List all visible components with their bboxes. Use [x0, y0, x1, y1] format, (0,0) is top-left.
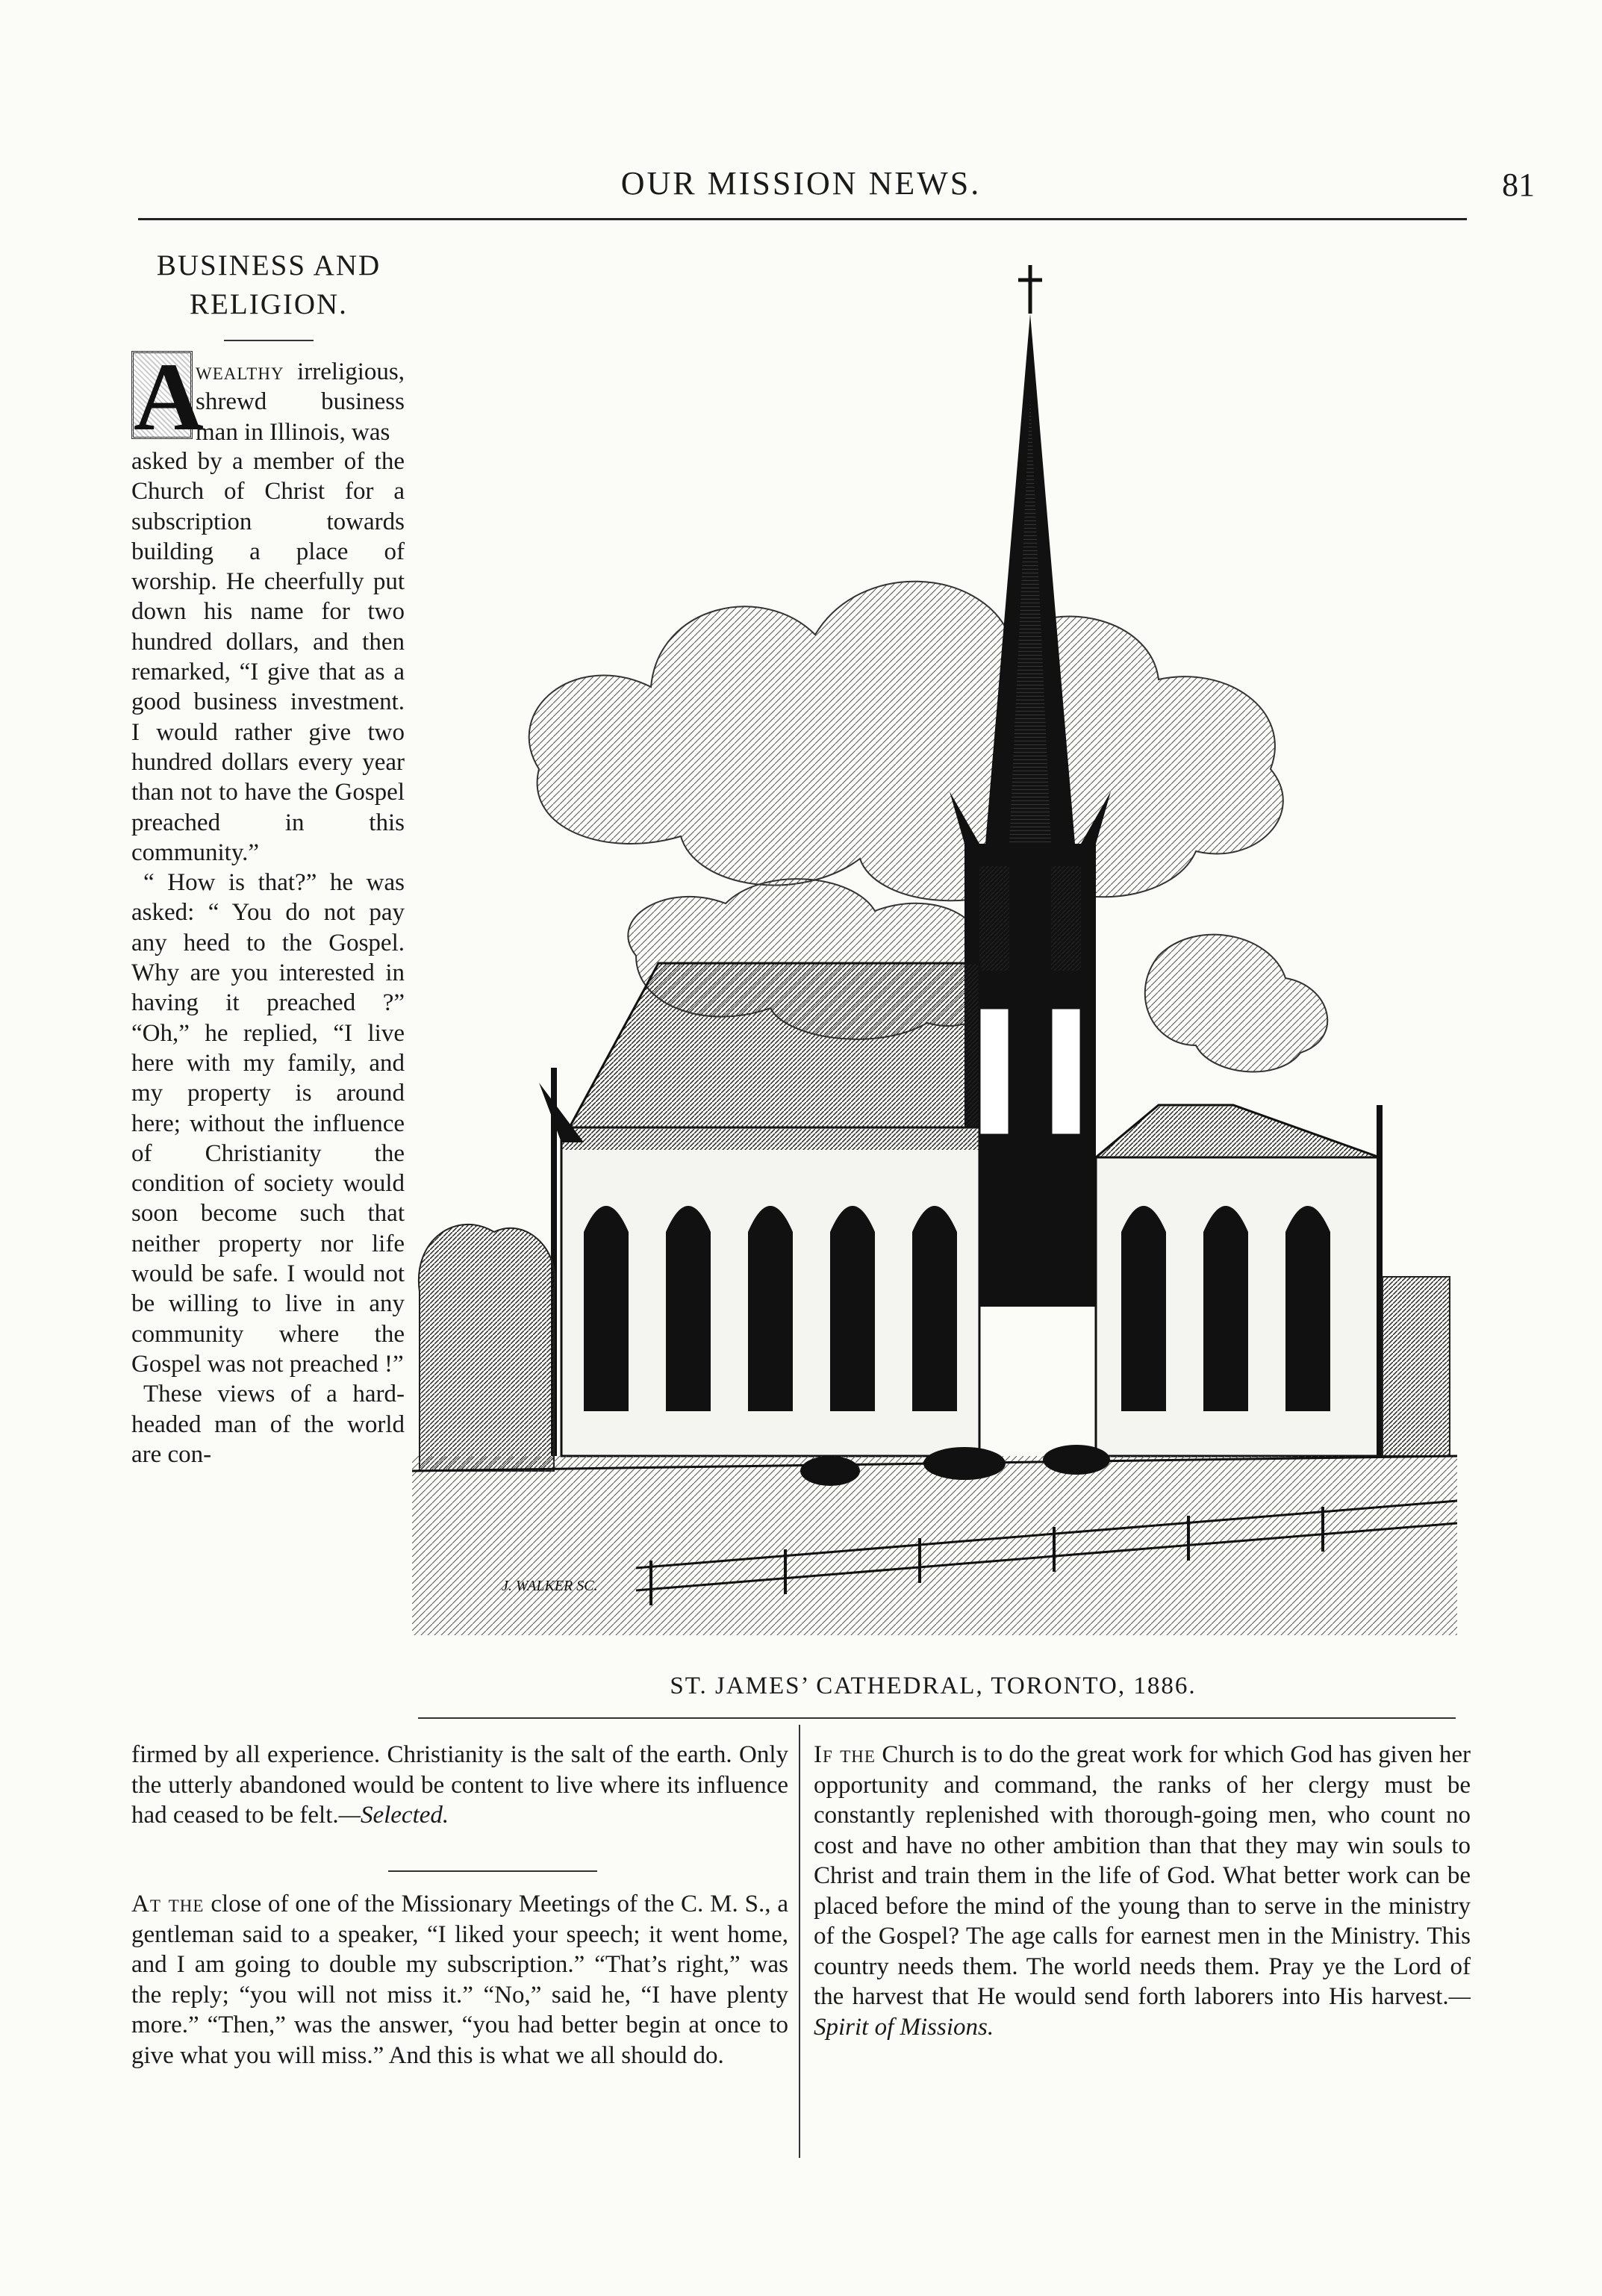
article1-source: —Selected. — [338, 1802, 449, 1829]
page-number: 81 — [1502, 167, 1535, 203]
article-lead — [196, 357, 405, 447]
transept — [1096, 1105, 1380, 1456]
lead-smallcaps: wealthy — [196, 358, 284, 385]
column-rule — [799, 1725, 800, 2158]
title-divider — [224, 340, 314, 341]
body-paragraph-1: asked by a member of the Church of Christ for a subscription towards building a place of worship. He cheerfully put down his name for two hundred dollars, and then remarked, “I give that as a good business investment. I would rather give two hundred dollars every year than not to have the Gospel preached in this community.” — [131, 448, 405, 866]
article3-text: Church is to do the great work for which God has given her opportunity and command, the ranks of her clergy must be constantly replenished with thorough-going men, who count no cost and have no other ambition than that they may win souls to Christ and train them in the life of God. What better work can be placed before the mind of the young than to serve in the ministry of the Gospel? The age calls for earnest men in the Ministry. This country needs them. The world needs them. Pray ye the Lord of the harvest that He would send forth laborers into His harvest. — [814, 1741, 1471, 2010]
ground-and-fence — [412, 1445, 1457, 1635]
body-paragraph-3: These views of a hard-headed man of the world are con- — [131, 1381, 405, 1468]
article2-lead: At the — [131, 1891, 205, 1917]
section-divider — [388, 1870, 597, 1872]
article-title-line1: BUSINESS AND — [156, 249, 381, 281]
figure-caption: ST. JAMES’ CATHEDRAL, TORONTO, 1886. — [670, 1673, 1197, 1699]
article3-lead: If the — [814, 1741, 876, 1768]
article3-source: —Spirit of Missions. — [814, 1983, 1471, 2041]
article2-text: close of one of the Missionary Meetings of the C. M. S., a gentleman said to a speaker, “I liked your speech; it went home, and I am going to double my subscription.” “That’s right,” was the reply; “you will not miss it.” “No,” said he, “I have plenty more.” “Then,” was the answer, “you had better begin at once to give what you will miss.” And this is what we all should do. — [131, 1891, 789, 2069]
article1-continued — [131, 1740, 788, 1831]
running-title: OUR MISSION NEWS. — [620, 165, 982, 202]
body-paragraph-2: “ How is that?” he was asked: “ You do not pay any heed to the Gospel. Why are you interested in having it preached ?” “Oh,” he replied, “I live here with my family, and my property is around here; without the influence of Christianity the condition of society would soon become such that neither property nor life would be safe. I would not be willing to live in any community where the Gospel was not preached !” — [131, 869, 405, 1378]
article-title — [131, 246, 407, 324]
article-title-line2: RELIGION. — [190, 288, 348, 320]
continued-text: firmed by all experience. Christianity is the salt of the earth. Only the utterly abandoned would be content to live where its influence had ceased to be felt. — [131, 1741, 788, 1829]
drop-cap: A — [131, 351, 193, 439]
engraver-signature: J. WALKER SC. — [502, 1578, 598, 1594]
cathedral-illustration — [412, 246, 1457, 1665]
spire — [985, 265, 1075, 844]
article-body — [131, 447, 405, 1469]
article2-body — [131, 1889, 788, 2071]
header-rule — [138, 218, 1467, 220]
caption-rule — [418, 1717, 1456, 1719]
article3-body — [814, 1740, 1471, 2042]
lead-text: irreligious, shrewd business man in Illinois, was — [196, 358, 405, 446]
nave — [539, 963, 979, 1456]
